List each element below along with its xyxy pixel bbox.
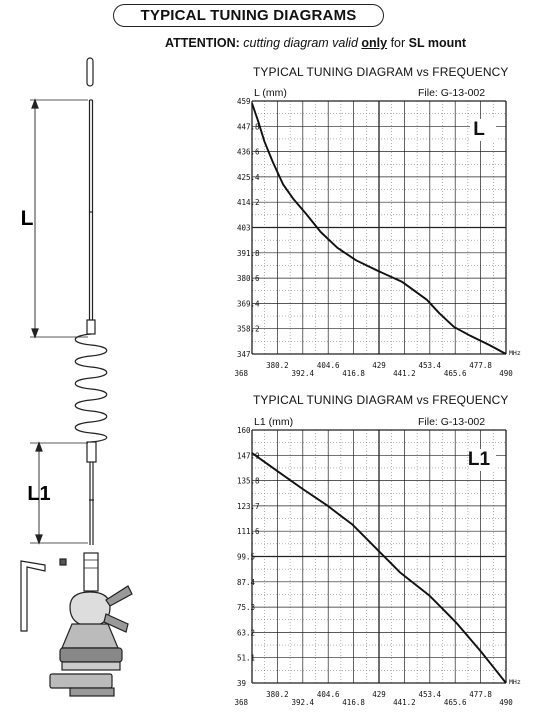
y-tick-label: 39 <box>237 679 247 688</box>
x-tick-label: 490 <box>499 369 513 378</box>
attention-label: ATTENTION: <box>165 36 240 50</box>
dimension-l1-label: L1 <box>27 483 51 505</box>
x-tick-label: 477.8 <box>469 361 492 370</box>
x-tick-label: 404.6 <box>316 361 340 370</box>
x-tick-label: 404.6 <box>316 690 340 699</box>
y-tick-label: 414.2 <box>237 198 260 208</box>
page-title: TYPICAL TUNING DIAGRAMS <box>113 4 384 27</box>
chart-l-ylabel: L (mm) <box>254 87 287 99</box>
x-tick-label: 429 <box>372 361 386 370</box>
y-tick-label: 63.2 <box>237 628 256 638</box>
x-tick-label: 490 <box>499 698 513 707</box>
chart-tag: L1 <box>467 449 491 470</box>
y-tick-label: 123.7 <box>237 501 260 511</box>
attention-text: cutting diagram valid <box>243 36 358 50</box>
y-tick-label: 447.8 <box>237 122 260 132</box>
y-tick-label: 459 <box>237 97 251 106</box>
y-tick-label: 403 <box>237 223 251 233</box>
y-tick-label: 425.4 <box>237 172 260 182</box>
chart-l-file: File: G-13-002 <box>418 87 486 99</box>
x-tick-label: 453.4 <box>418 690 442 699</box>
y-tick-label: 369.4 <box>237 299 260 309</box>
y-tick-label: 87.4 <box>237 577 256 587</box>
y-tick-label: 358.2 <box>237 324 260 334</box>
attention-mount: SL mount <box>408 36 467 50</box>
attention-only: only <box>361 36 388 50</box>
chart-l1-ylabel: L1 (mm) <box>254 416 294 428</box>
x-tick-label: 416.8 <box>342 369 365 378</box>
y-tick-label: 147.9 <box>237 451 260 461</box>
x-tick-label: 380.2 <box>266 690 289 699</box>
y-tick-label: 75.3 <box>237 603 256 613</box>
x-tick-label: 368 <box>234 698 248 707</box>
y-tick-label: 99.5 <box>237 552 256 562</box>
x-unit-label: MHz <box>509 678 521 686</box>
x-tick-label: 465.6 <box>443 369 467 378</box>
x-tick-label: 416.8 <box>342 698 365 707</box>
chart-l-title: TYPICAL TUNING DIAGRAM vs FREQUENCY <box>253 65 509 79</box>
y-tick-label: 135.8 <box>237 476 260 486</box>
chart-l1-title: TYPICAL TUNING DIAGRAM vs FREQUENCY <box>253 393 509 407</box>
y-tick-label: 160 <box>237 426 251 435</box>
x-tick-label: 392.4 <box>291 369 315 378</box>
x-tick-label: 368 <box>234 369 248 378</box>
x-tick-label: 392.4 <box>291 698 315 707</box>
x-tick-label: 477.8 <box>469 690 492 699</box>
x-tick-label: 441.2 <box>393 698 416 707</box>
y-tick-label: 436.6 <box>237 147 260 157</box>
dimension-l-label: L <box>20 207 34 230</box>
y-tick-label: 391.8 <box>237 248 260 258</box>
x-tick-label: 453.4 <box>418 361 442 370</box>
chart-l1-file: File: G-13-002 <box>418 416 486 428</box>
attention-for: for <box>390 36 406 50</box>
y-tick-label: 380.6 <box>237 274 260 284</box>
x-tick-label: 429 <box>372 690 386 699</box>
x-tick-label: 380.2 <box>266 361 289 370</box>
y-tick-label: 347 <box>237 350 251 359</box>
x-tick-label: 441.2 <box>393 369 416 378</box>
chart-tag: L <box>473 119 485 140</box>
x-tick-label: 465.6 <box>443 698 467 707</box>
x-unit-label: MHz <box>509 349 521 357</box>
y-tick-label: 51.1 <box>237 653 256 663</box>
y-tick-label: 111.6 <box>237 527 260 537</box>
